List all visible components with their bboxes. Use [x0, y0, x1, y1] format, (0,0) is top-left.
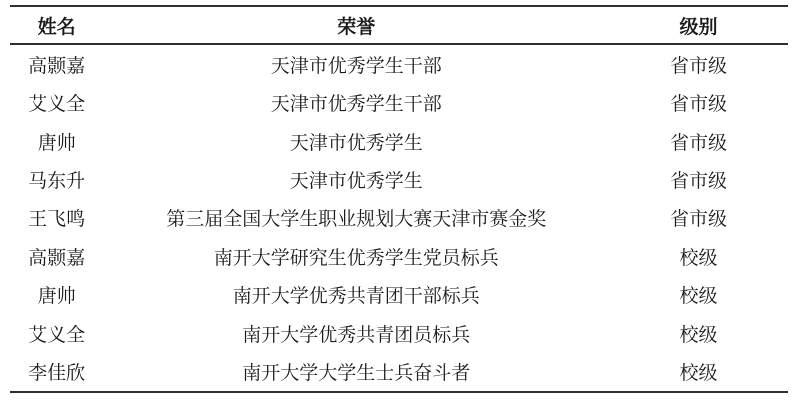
honor-cell: 第三届全国大学生职业规划大赛天津市赛金奖	[166, 209, 547, 231]
table-row	[10, 314, 788, 352]
name-cell: 高颢嘉	[28, 55, 86, 77]
table-header-level: 级别	[679, 16, 718, 38]
table-row	[10, 237, 788, 275]
table-header-honor: 荣誉	[337, 16, 376, 38]
honor-cell: 南开大学优秀共青团员标兵	[242, 324, 471, 346]
table-header-name: 姓名	[37, 16, 76, 38]
name-cell: 唐帅	[37, 132, 76, 154]
table-row	[10, 160, 788, 198]
honor-cell: 天津市优秀学生	[289, 171, 423, 193]
level-cell: 校级	[679, 286, 718, 308]
name-cell: 马东升	[28, 171, 86, 193]
name-cell: 李佳欣	[28, 363, 86, 385]
level-cell: 省市级	[670, 171, 728, 193]
name-cell: 艾义全	[28, 94, 86, 116]
name-cell: 艾义全	[28, 324, 86, 346]
honor-cell: 天津市优秀学生干部	[270, 55, 442, 77]
level-cell: 省市级	[670, 209, 728, 231]
table-row	[10, 199, 788, 237]
honor-cell: 南开大学优秀共青团干部标兵	[232, 286, 480, 308]
table-row	[10, 84, 788, 122]
honor-cell: 天津市优秀学生干部	[270, 94, 442, 116]
name-cell: 王飞鸣	[28, 209, 86, 231]
name-cell: 高颢嘉	[28, 247, 86, 269]
table-row	[10, 275, 788, 313]
honor-cell: 天津市优秀学生	[289, 132, 423, 154]
level-cell: 省市级	[670, 94, 728, 116]
table-row	[10, 122, 788, 160]
honors-table	[10, 5, 788, 393]
level-cell: 校级	[679, 324, 718, 346]
level-cell: 校级	[679, 363, 718, 385]
honor-cell: 南开大学大学生士兵奋斗者	[242, 363, 471, 385]
level-cell: 省市级	[670, 55, 728, 77]
table-row	[10, 44, 788, 84]
table-header-row	[10, 6, 788, 44]
level-cell: 省市级	[670, 132, 728, 154]
table-row	[10, 352, 788, 392]
name-cell: 唐帅	[37, 286, 76, 308]
honor-cell: 南开大学研究生优秀学生党员标兵	[213, 247, 499, 269]
level-cell: 校级	[679, 247, 718, 269]
